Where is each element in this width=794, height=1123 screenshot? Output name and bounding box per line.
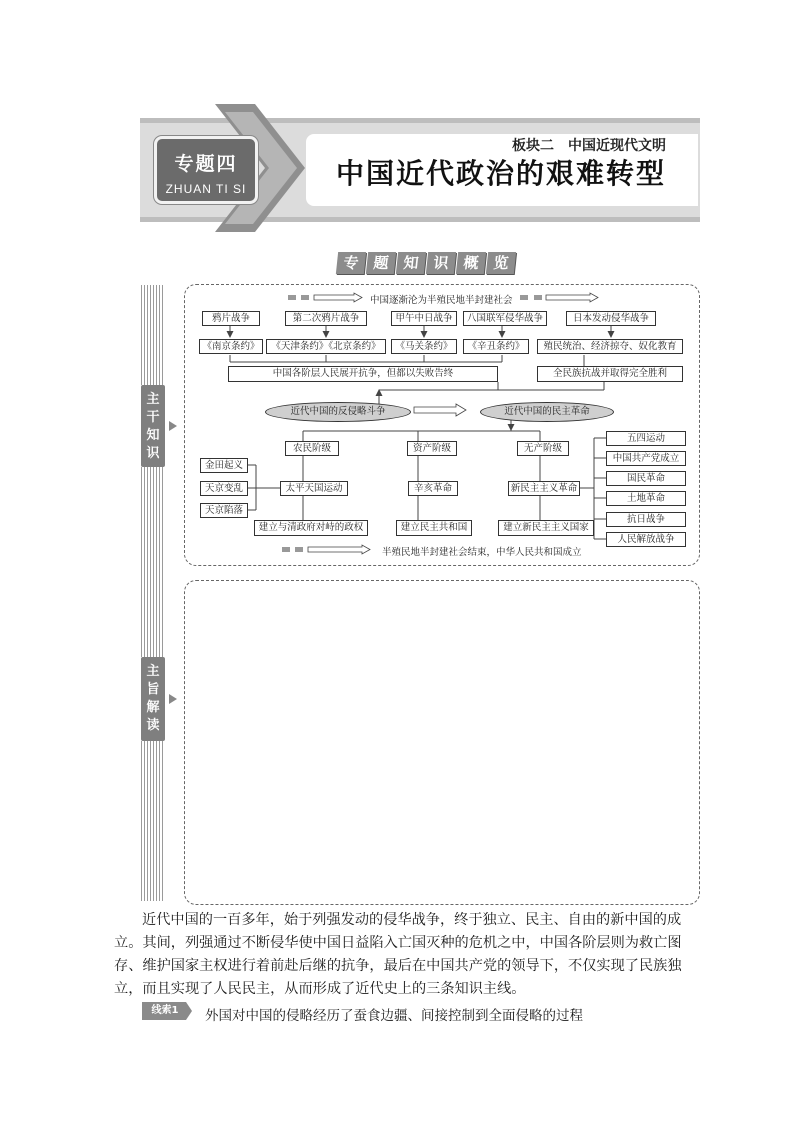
resistance-left-box: 中国各阶层人民展开抗争，但都以失败告终: [228, 366, 498, 382]
flow-bottom-label: 半殖民地半封建社会结束，中华人民共和国成立: [382, 547, 582, 558]
pointer-arrow-icon: [169, 694, 177, 704]
section-subtitle: 板块二 中国近现代文明: [512, 138, 666, 154]
section-heading-char: 览: [486, 252, 516, 274]
resistance-right-box: 全民族抗战并取得完全胜利: [537, 366, 683, 382]
side-rail-hatch: [141, 741, 165, 901]
war-box: 第二次鸦片战争: [285, 311, 367, 326]
movement-box: 新民主主义革命: [508, 481, 580, 496]
event-box: 国民革命: [606, 471, 686, 486]
pointer-arrow-icon: [169, 421, 177, 431]
side-label-theme-text: 主旨解读: [146, 664, 160, 733]
side-rail-hatch: [141, 467, 165, 657]
theme-frame: [184, 580, 700, 905]
event-box: 人民解放战争: [606, 532, 686, 547]
event-box: 抗日战争: [606, 512, 686, 527]
war-box: 八国联军侵华战争: [463, 311, 547, 326]
class-box: 农民阶级: [285, 441, 339, 456]
result-box: 建立与清政府对峙的政权: [254, 520, 368, 536]
class-box: 无产阶级: [517, 441, 569, 456]
side-label-main: [141, 385, 165, 467]
war-box: 日本发动侵华战争: [566, 311, 656, 326]
intro-paragraph: 近代中国的一百多年，始于列强发动的侵华战争，终于独立、民主、自由的新中国的成立。其间，列强通过不断侵华使中国日益陷入亡国灭种的危机之中，中国各阶层则为救亡图存、维护国家主权进行着前赴后继的抗争，最后在中国共产党的领导下，不仅实现了民族独立，而且实现了人民民主，从而形成了近代史上的三条知识主线。: [114, 912, 682, 997]
treaty-box: 《辛丑条约》: [463, 339, 529, 354]
section-heading-char: 概: [456, 252, 486, 274]
clue-label: 线索1: [151, 1005, 179, 1016]
side-label-theme: [141, 657, 165, 741]
topic-badge: [154, 136, 258, 204]
treaty-box: 《天津条约》《北京条约》: [266, 339, 386, 354]
war-box: 鸦片战争: [202, 311, 260, 326]
event-box: 天京变乱: [200, 481, 248, 496]
section-heading-char: 知: [396, 252, 426, 274]
section-heading-char: 题: [366, 252, 396, 274]
oval-democratic-revolution: 近代中国的民主革命: [480, 402, 614, 422]
treaty-box: 殖民统治、经济掠夺、奴化教育: [537, 339, 683, 354]
movement-box: 辛亥革命: [408, 481, 458, 496]
clue-text: 外国对中国的侵略经历了蚕食边疆、间接控制到全面侵略的过程: [205, 1008, 583, 1024]
result-box: 建立民主共和国: [396, 520, 472, 536]
section-heading-char: 识: [426, 252, 456, 274]
class-box: 资产阶级: [407, 441, 457, 456]
oval-anti-aggression: 近代中国的反侵略斗争: [265, 402, 411, 422]
movement-box: 太平天国运动: [280, 481, 348, 496]
badge-pinyin: ZHUAN TI SI: [165, 182, 247, 196]
section-heading-char: 专: [336, 252, 366, 274]
side-rail-hatch: [141, 285, 165, 385]
treaty-box: 《马关条约》: [391, 339, 457, 354]
section-heading: [337, 252, 517, 274]
event-box: 五四运动: [606, 431, 686, 446]
event-box: 金田起义: [200, 458, 248, 473]
event-box: 中国共产党成立: [606, 451, 686, 466]
flow-top-label: 中国逐渐沦为半殖民地半封建社会: [370, 295, 513, 306]
event-box: 天京陷落: [200, 503, 248, 518]
treaty-box: 《南京条约》: [199, 339, 263, 354]
war-box: 甲午中日战争: [391, 311, 457, 326]
badge-title: 专题四: [174, 153, 238, 175]
side-label-main-text: 主干知识: [146, 392, 160, 461]
page-title: 中国近代政治的艰难转型: [336, 157, 667, 190]
result-box: 建立新民主主义国家: [498, 520, 594, 536]
event-box: 土地革命: [606, 491, 686, 506]
